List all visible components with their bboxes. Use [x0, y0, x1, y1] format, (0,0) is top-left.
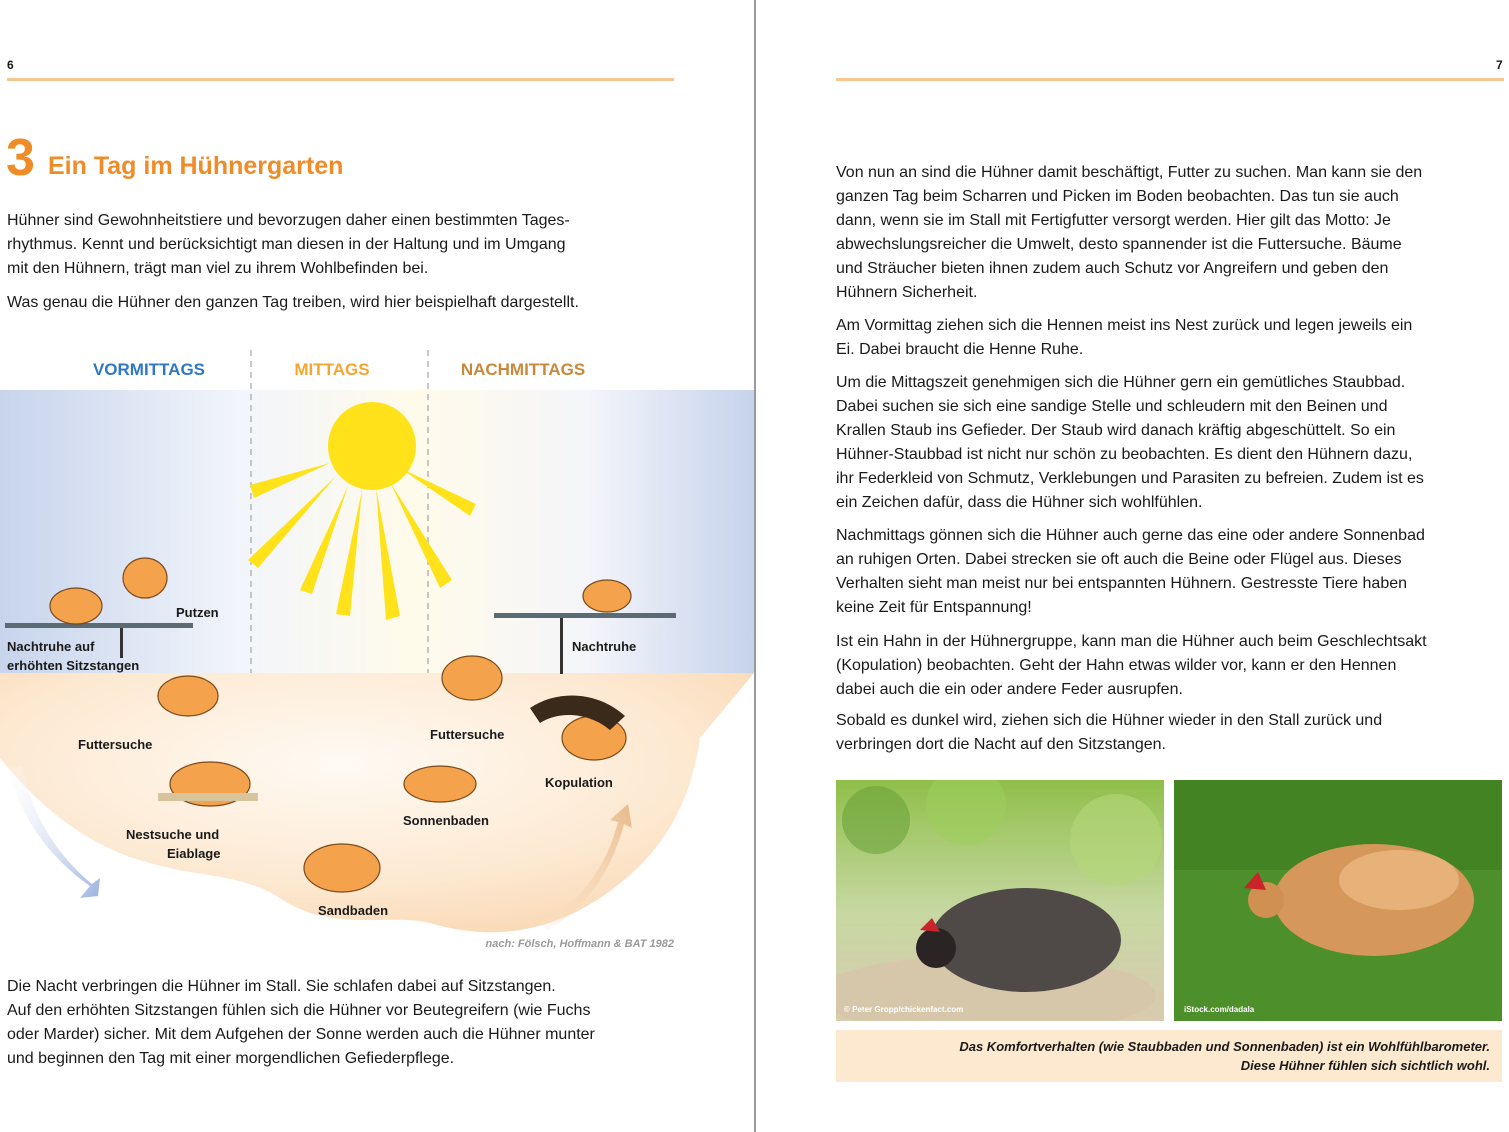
right-paragraph-6 — [836, 709, 1509, 757]
photo-sunbath — [1174, 780, 1502, 1021]
right-paragraph-6-line-1: Sobald es dunkel wird, ziehen sich die Hühner wieder in den Stall zurück und — [836, 712, 1383, 729]
right-paragraph-6-line-2: verbringen dort die Nacht auf den Sitzstangen. — [836, 736, 1166, 753]
photo-credit-left: © Peter Gropp/chickenfact.com — [844, 1005, 964, 1014]
photo-caption — [836, 1030, 1502, 1082]
right-paragraph-1-line-5: und Sträucher bieten ihnen zudem auch Schutz vor Angreifern und geben den — [836, 260, 1389, 277]
label-nachtruhe-left-2: erhöhten Sitzstangen — [7, 658, 140, 673]
right-paragraph-1-line-2: ganzen Tag beim Scharren und Picken im Boden beobachten. Das tun sie auch — [836, 188, 1399, 205]
right-paragraph-3 — [836, 371, 1509, 515]
caption-line-1: Das Komfortverhalten (wie Staubbaden und Sonnenbaden) ist ein Wohlfühlbarometer. — [959, 1039, 1490, 1054]
label-nachtruhe-left-1: Nachtruhe auf — [7, 639, 95, 654]
label-nestsuche-2: Eiablage — [167, 846, 221, 861]
label-sonnenbaden: Sonnenbaden — [403, 813, 489, 828]
right-paragraph-5-line-1: Ist ein Hahn in der Hühnergruppe, kann man die Hühner auch beim Geschlechtsakt — [836, 633, 1427, 650]
right-paragraph-1-line-4: abwechslungsreicher die Umwelt, desto spannender ist die Futtersuche. Bäume — [836, 236, 1402, 253]
intro-paragraph — [7, 209, 687, 281]
night-line-1: Die Nacht verbringen die Hühner im Stall. Sie schlafen dabei auf Sitzstangen. — [7, 978, 556, 995]
right-paragraph-1-line-6: Hühnern Sicherheit. — [836, 284, 978, 301]
right-paragraph-2-line-2: Ei. Dabei braucht die Henne Ruhe. — [836, 341, 1084, 358]
right-paragraph-5-line-3: dabei auch die ein oder andere Feder ausrupfen. — [836, 681, 1183, 698]
photo-dustbath — [836, 780, 1164, 1021]
right-paragraph-4 — [836, 524, 1509, 620]
label-kopulation: Kopulation — [545, 775, 613, 790]
night-line-4: und beginnen den Tag mit einer morgendlichen Gefiederpflege. — [7, 1050, 455, 1067]
label-nestsuche-1: Nestsuche und — [126, 827, 220, 842]
chicken-icon-dustbathing — [304, 844, 380, 892]
daily-rhythm-diagram — [0, 338, 754, 958]
chicken-icon-foraging-right — [442, 656, 502, 700]
night-line-3: oder Marder) sicher. Mit dem Aufgehen der Sonne werden auch die Hühner munter — [7, 1026, 595, 1043]
chicken-icon-resting — [50, 588, 102, 624]
page-number-left: 6 — [7, 58, 14, 72]
intro-line-3: mit den Hühnern, trägt man viel zu ihrem Wohlbefinden bei. — [7, 260, 429, 277]
chicken-icon-sunbathing — [404, 766, 476, 802]
chicken-icon-roosting — [583, 580, 631, 612]
label-nachtruhe-right: Nachtruhe — [572, 639, 637, 654]
right-paragraph-2 — [836, 314, 1509, 362]
label-futtersuche-right: Futtersuche — [430, 727, 505, 742]
heading-vormittags: VORMITTAGS — [92, 360, 206, 379]
caption-line-2: Diese Hühner fühlen sich sichtlich wohl. — [1240, 1058, 1490, 1073]
label-sandbaden: Sandbaden — [318, 903, 389, 918]
right-paragraph-3-line-6: ein Zeichen dafür, dass die Hühner sich wohlfühlen. — [836, 494, 1203, 511]
right-paragraph-3-line-2: Dabei suchen sie sich eine sandige Stelle und schleudern mit den Beinen und — [836, 398, 1388, 415]
header-rule-left — [7, 78, 674, 81]
chicken-icon-foraging-left — [158, 676, 218, 716]
intro-line-2: rhythmus. Kennt und berücksichtigt man diesen in der Haltung und im Umgang — [7, 236, 566, 253]
right-paragraph-3-line-3: Krallen Staub ins Gefieder. Der Staub wird danach kräftig abgeschüttelt. So ein — [836, 422, 1396, 439]
intro-paragraph-2: Was genau die Hühner den ganzen Tag treiben, wird hier beispielhaft dargestellt. — [7, 294, 579, 311]
right-paragraph-2-line-1: Am Vormittag ziehen sich die Hennen meist ins Nest zurück und legen jeweils ein — [836, 317, 1413, 334]
right-paragraph-4-line-2: an ruhigen Orten. Dabei strecken sie oft auch die Beine oder Flügel aus. Dieses — [836, 551, 1402, 568]
heading-nachmittags: NACHMITTAGS — [460, 360, 586, 379]
right-paragraph-3-line-5: ihr Federkleid von Schmutz, Verklebungen und Parasiten zu befreien. Zudem ist es — [836, 470, 1424, 487]
nest-straw — [158, 793, 258, 801]
right-paragraph-1-line-1: Von nun an sind die Hühner damit beschäftigt, Futter zu suchen. Man kann sie den — [836, 164, 1423, 181]
right-paragraph-5 — [836, 630, 1509, 702]
photo-credit-right: iStock.com/dadala — [1184, 1005, 1255, 1014]
dustbathing-hen-icon — [931, 888, 1121, 992]
header-rule-right — [836, 78, 1504, 81]
right-paragraph-3-line-1: Um die Mittagszeit genehmigen sich die Hühner gern ein gemütliches Staubbad. — [836, 374, 1406, 391]
right-paragraph-3-line-4: Hühner-Staubbad ist nicht nur schön zu beobachten. Es dient den Hühnern dazu, — [836, 446, 1413, 463]
intro-line-1: Hühner sind Gewohnheitstiere und bevorzugen daher einen bestimmten Tages- — [7, 212, 570, 229]
label-putzen: Putzen — [176, 605, 219, 620]
right-paragraph-4-line-3: Verhalten sieht man meist nur bei entspannten Hühnern. Gestresste Tiere haben — [836, 575, 1408, 592]
chapter-title: Ein Tag im Hühnergarten — [48, 152, 344, 180]
diagram-source: nach: Fölsch, Hoffmann & BAT 1982 — [485, 938, 674, 950]
heading-mittags: MITTAGS — [294, 360, 370, 379]
right-paragraph-5-line-2: (Kopulation) beobachten. Geht der Hahn etwas wilder vor, kann er den Hennen — [836, 657, 1397, 674]
chicken-icon-preening — [123, 558, 167, 598]
left-page — [0, 0, 754, 1132]
right-paragraph-1 — [836, 161, 1509, 305]
chapter-number: 3 — [6, 129, 35, 187]
ground-area — [0, 673, 754, 932]
label-futtersuche-left: Futtersuche — [78, 737, 153, 752]
right-paragraph-1-line-3: dann, wenn sie im Stall mit Fertigfutter versorgt werden. Hier gilt das Motto: Je — [836, 212, 1391, 229]
night-paragraph — [7, 975, 697, 1071]
right-paragraph-4-line-1: Nachmittags gönnen sich die Hühner auch gerne das eine oder andere Sonnenbad — [836, 527, 1425, 544]
night-line-2: Auf den erhöhten Sitzstangen fühlen sich die Hühner vor Beutegreifern (wie Fuchs — [7, 1002, 591, 1019]
page-number-right: 7 — [1496, 58, 1503, 72]
right-paragraph-4-line-4: keine Zeit für Entspannung! — [836, 599, 1032, 616]
